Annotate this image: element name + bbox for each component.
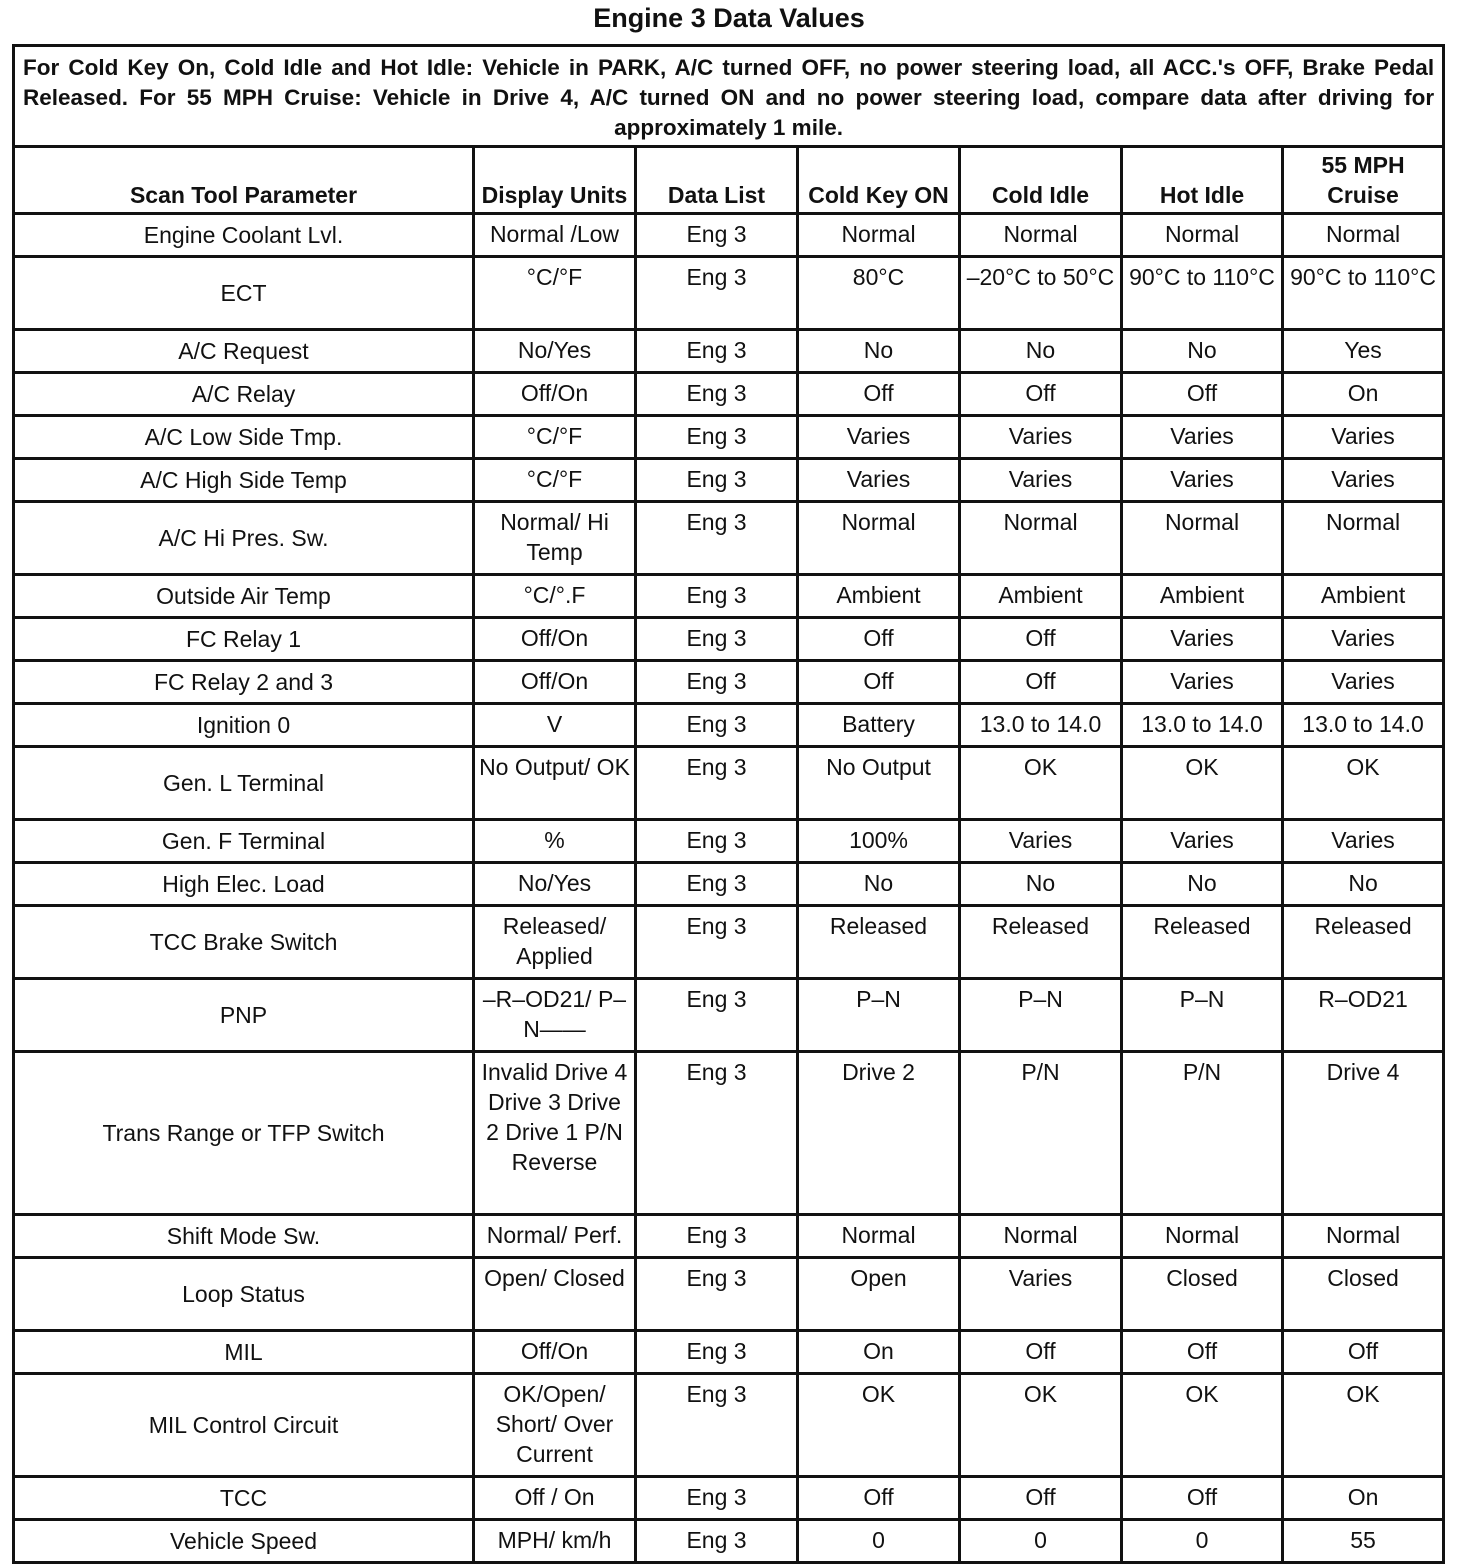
- cold-key-on-value: No Output: [798, 747, 960, 820]
- cruise-value: On: [1283, 1477, 1444, 1520]
- table-row: [14, 373, 1444, 416]
- cruise-value: 90°C to 110°C: [1283, 257, 1444, 330]
- hot-idle-value: P–N: [1122, 979, 1283, 1052]
- data-list: Eng 3: [636, 1052, 798, 1215]
- data-list: Eng 3: [636, 820, 798, 863]
- cold-idle-value: Varies: [960, 820, 1122, 863]
- data-list: Eng 3: [636, 661, 798, 704]
- parameter-name: PNP: [14, 979, 474, 1052]
- hot-idle-value: Varies: [1122, 820, 1283, 863]
- data-list: Eng 3: [636, 906, 798, 979]
- display-units: No Output/ OK: [474, 747, 636, 820]
- parameter-name: Loop Status: [14, 1258, 474, 1331]
- hot-idle-value: Normal: [1122, 214, 1283, 257]
- parameter-name: Trans Range or TFP Switch: [14, 1052, 474, 1215]
- display-units: Off/On: [474, 1331, 636, 1374]
- data-list: Eng 3: [636, 618, 798, 661]
- cruise-value: Yes: [1283, 330, 1444, 373]
- header-scan-tool-parameter: Scan Tool Parameter: [14, 147, 474, 214]
- cold-idle-value: Off: [960, 618, 1122, 661]
- cold-key-on-value: No: [798, 863, 960, 906]
- cold-key-on-value: Off: [798, 618, 960, 661]
- display-units: Off/On: [474, 373, 636, 416]
- data-list: Eng 3: [636, 575, 798, 618]
- cold-idle-value: P–N: [960, 979, 1122, 1052]
- parameter-name: FC Relay 1: [14, 618, 474, 661]
- hot-idle-value: Varies: [1122, 618, 1283, 661]
- hot-idle-value: 0: [1122, 1520, 1283, 1563]
- cold-key-on-value: 100%: [798, 820, 960, 863]
- cold-key-on-value: OK: [798, 1374, 960, 1477]
- data-list: Eng 3: [636, 1258, 798, 1331]
- hot-idle-value: No: [1122, 863, 1283, 906]
- cold-idle-value: 13.0 to 14.0: [960, 704, 1122, 747]
- cold-idle-value: Released: [960, 906, 1122, 979]
- data-list: Eng 3: [636, 704, 798, 747]
- cruise-value: Varies: [1283, 416, 1444, 459]
- cruise-value: R–OD21: [1283, 979, 1444, 1052]
- parameter-name: A/C Low Side Tmp.: [14, 416, 474, 459]
- display-units: °C/°.F: [474, 575, 636, 618]
- data-list: Eng 3: [636, 330, 798, 373]
- header-cold-idle: Cold Idle: [960, 147, 1122, 214]
- cruise-value: On: [1283, 373, 1444, 416]
- header-hot-idle: Hot Idle: [1122, 147, 1283, 214]
- data-list: Eng 3: [636, 747, 798, 820]
- cruise-value: Closed: [1283, 1258, 1444, 1331]
- cold-idle-value: P/N: [960, 1052, 1122, 1215]
- engine-data-table: [12, 44, 1445, 1564]
- cold-idle-value: OK: [960, 747, 1122, 820]
- table-row: [14, 575, 1444, 618]
- parameter-name: Engine Coolant Lvl.: [14, 214, 474, 257]
- display-units: °C/°F: [474, 257, 636, 330]
- cruise-value: 55: [1283, 1520, 1444, 1563]
- cold-key-on-value: Off: [798, 661, 960, 704]
- display-units: No/Yes: [474, 863, 636, 906]
- parameter-name: A/C Hi Pres. Sw.: [14, 502, 474, 575]
- cruise-value: Drive 4: [1283, 1052, 1444, 1215]
- parameter-name: MIL: [14, 1331, 474, 1374]
- hot-idle-value: OK: [1122, 1374, 1283, 1477]
- cruise-value: OK: [1283, 1374, 1444, 1477]
- data-list: Eng 3: [636, 459, 798, 502]
- display-units: Normal/ Perf.: [474, 1215, 636, 1258]
- data-list: Eng 3: [636, 1331, 798, 1374]
- cold-key-on-value: No: [798, 330, 960, 373]
- cruise-value: Normal: [1283, 502, 1444, 575]
- cold-key-on-value: P–N: [798, 979, 960, 1052]
- cold-key-on-value: Off: [798, 373, 960, 416]
- display-units: Off/On: [474, 618, 636, 661]
- header-row: [14, 147, 1444, 214]
- cold-idle-value: 0: [960, 1520, 1122, 1563]
- hot-idle-value: Off: [1122, 1477, 1283, 1520]
- cold-key-on-value: Battery: [798, 704, 960, 747]
- header-cold-key-on: Cold Key ON: [798, 147, 960, 214]
- hot-idle-value: Off: [1122, 1331, 1283, 1374]
- cold-key-on-value: Normal: [798, 214, 960, 257]
- cold-key-on-value: Normal: [798, 502, 960, 575]
- table-row: [14, 1520, 1444, 1563]
- cruise-value: OK: [1283, 747, 1444, 820]
- data-list: Eng 3: [636, 214, 798, 257]
- parameter-name: Outside Air Temp: [14, 575, 474, 618]
- data-list: Eng 3: [636, 1477, 798, 1520]
- cruise-value: Varies: [1283, 618, 1444, 661]
- cold-idle-value: No: [960, 863, 1122, 906]
- table-row: [14, 820, 1444, 863]
- parameter-name: A/C Request: [14, 330, 474, 373]
- display-units: Normal /Low: [474, 214, 636, 257]
- cold-idle-value: Varies: [960, 459, 1122, 502]
- cold-key-on-value: On: [798, 1331, 960, 1374]
- hot-idle-value: Normal: [1122, 502, 1283, 575]
- data-list: Eng 3: [636, 257, 798, 330]
- cruise-value: Normal: [1283, 214, 1444, 257]
- cruise-value: Varies: [1283, 820, 1444, 863]
- table-row: [14, 747, 1444, 820]
- cold-idle-value: Varies: [960, 1258, 1122, 1331]
- parameter-name: A/C Relay: [14, 373, 474, 416]
- hot-idle-value: P/N: [1122, 1052, 1283, 1215]
- cruise-value: Normal: [1283, 1215, 1444, 1258]
- cold-key-on-value: Ambient: [798, 575, 960, 618]
- cold-key-on-value: Varies: [798, 416, 960, 459]
- parameter-name: High Elec. Load: [14, 863, 474, 906]
- header-display-units: Display Units: [474, 147, 636, 214]
- display-units: %: [474, 820, 636, 863]
- table-row: [14, 214, 1444, 257]
- display-units: –R–OD21/ P–N——: [474, 979, 636, 1052]
- table-row: [14, 661, 1444, 704]
- cruise-value: 13.0 to 14.0: [1283, 704, 1444, 747]
- hot-idle-value: OK: [1122, 747, 1283, 820]
- cruise-value: Ambient: [1283, 575, 1444, 618]
- data-list: Eng 3: [636, 1520, 798, 1563]
- parameter-name: Shift Mode Sw.: [14, 1215, 474, 1258]
- display-units: Released/ Applied: [474, 906, 636, 979]
- display-units: No/Yes: [474, 330, 636, 373]
- parameter-name: Ignition 0: [14, 704, 474, 747]
- table-row: [14, 906, 1444, 979]
- table-row: [14, 1052, 1444, 1215]
- cold-key-on-value: 0: [798, 1520, 960, 1563]
- hot-idle-value: Ambient: [1122, 575, 1283, 618]
- hot-idle-value: Varies: [1122, 459, 1283, 502]
- parameter-name: FC Relay 2 and 3: [14, 661, 474, 704]
- header-55-mph-cruise: 55 MPH Cruise: [1283, 147, 1444, 214]
- parameter-name: TCC: [14, 1477, 474, 1520]
- table-row: [14, 416, 1444, 459]
- parameter-name: Vehicle Speed: [14, 1520, 474, 1563]
- table-row: [14, 704, 1444, 747]
- display-units: MPH/ km/h: [474, 1520, 636, 1563]
- cold-idle-value: No: [960, 330, 1122, 373]
- table-row: [14, 1258, 1444, 1331]
- cold-idle-value: Normal: [960, 214, 1122, 257]
- cold-idle-value: Off: [960, 1477, 1122, 1520]
- parameter-name: TCC Brake Switch: [14, 906, 474, 979]
- cold-key-on-value: Open: [798, 1258, 960, 1331]
- cold-idle-value: Off: [960, 1331, 1122, 1374]
- display-units: Off/On: [474, 661, 636, 704]
- display-units: V: [474, 704, 636, 747]
- cold-key-on-value: Off: [798, 1477, 960, 1520]
- test-conditions-note: For Cold Key On, Cold Idle and Hot Idle: Vehicle in PARK, A/C turned OFF, no power steering load, all ACC.'s OFF, Brake Pedal Released. For 55 MPH Cruise: Vehicle in Drive 4, A/C turned ON and no power steering load, compare data after driving for approximately 1 mile.: [14, 46, 1444, 147]
- data-list: Eng 3: [636, 1374, 798, 1477]
- data-list: Eng 3: [636, 1215, 798, 1258]
- hot-idle-value: 90°C to 110°C: [1122, 257, 1283, 330]
- hot-idle-value: Off: [1122, 373, 1283, 416]
- hot-idle-value: 13.0 to 14.0: [1122, 704, 1283, 747]
- cold-idle-value: Off: [960, 661, 1122, 704]
- data-list: Eng 3: [636, 863, 798, 906]
- table-row: [14, 979, 1444, 1052]
- hot-idle-value: Released: [1122, 906, 1283, 979]
- table-row: [14, 502, 1444, 575]
- cold-key-on-value: Drive 2: [798, 1052, 960, 1215]
- table-row: [14, 1477, 1444, 1520]
- parameter-name: Gen. L Terminal: [14, 747, 474, 820]
- parameter-name: A/C High Side Temp: [14, 459, 474, 502]
- table-row: [14, 1374, 1444, 1477]
- table-row: [14, 459, 1444, 502]
- cold-key-on-value: Varies: [798, 459, 960, 502]
- display-units: °C/°F: [474, 416, 636, 459]
- cruise-value: Varies: [1283, 661, 1444, 704]
- display-units: Off / On: [474, 1477, 636, 1520]
- cruise-value: No: [1283, 863, 1444, 906]
- cold-idle-value: Normal: [960, 502, 1122, 575]
- data-list: Eng 3: [636, 416, 798, 459]
- hot-idle-value: No: [1122, 330, 1283, 373]
- table-row: [14, 863, 1444, 906]
- cruise-value: Varies: [1283, 459, 1444, 502]
- hot-idle-value: Varies: [1122, 661, 1283, 704]
- display-units: Open/ Closed: [474, 1258, 636, 1331]
- table-row: [14, 1331, 1444, 1374]
- table-row: [14, 257, 1444, 330]
- display-units: Normal/ Hi Temp: [474, 502, 636, 575]
- header-data-list: Data List: [636, 147, 798, 214]
- display-units: Invalid Drive 4 Drive 3 Drive 2 Drive 1 P/N Reverse: [474, 1052, 636, 1215]
- cruise-value: Released: [1283, 906, 1444, 979]
- cold-key-on-value: 80°C: [798, 257, 960, 330]
- cold-key-on-value: Normal: [798, 1215, 960, 1258]
- hot-idle-value: Varies: [1122, 416, 1283, 459]
- hot-idle-value: Normal: [1122, 1215, 1283, 1258]
- cold-idle-value: Off: [960, 373, 1122, 416]
- hot-idle-value: Closed: [1122, 1258, 1283, 1331]
- display-units: °C/°F: [474, 459, 636, 502]
- table-row: [14, 1215, 1444, 1258]
- cold-idle-value: Normal: [960, 1215, 1122, 1258]
- cold-idle-value: OK: [960, 1374, 1122, 1477]
- cruise-value: Off: [1283, 1331, 1444, 1374]
- cold-idle-value: –20°C to 50°C: [960, 257, 1122, 330]
- table-row: [14, 330, 1444, 373]
- data-list: Eng 3: [636, 373, 798, 416]
- document-title: Engine 3 Data Values: [593, 3, 865, 33]
- display-units: OK/Open/ Short/ Over Current: [474, 1374, 636, 1477]
- parameter-name: ECT: [14, 257, 474, 330]
- table-row: [14, 618, 1444, 661]
- parameter-name: MIL Control Circuit: [14, 1374, 474, 1477]
- parameter-name: Gen. F Terminal: [14, 820, 474, 863]
- data-list: Eng 3: [636, 502, 798, 575]
- cold-key-on-value: Released: [798, 906, 960, 979]
- data-list: Eng 3: [636, 979, 798, 1052]
- cold-idle-value: Varies: [960, 416, 1122, 459]
- cold-idle-value: Ambient: [960, 575, 1122, 618]
